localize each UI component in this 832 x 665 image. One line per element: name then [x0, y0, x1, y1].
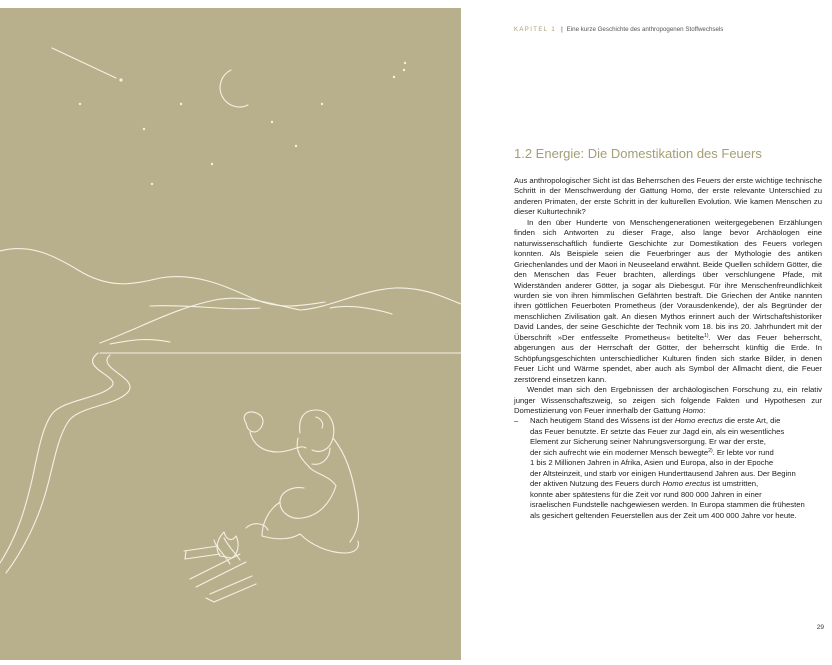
bullet-line: der aktiven Nutzung des Feuers durch Homo erectus ist umstritten, [530, 479, 759, 489]
paragraph-3-text: Wendet man sich den Ergebnissen der archäologischen Forschung zu, ein relativ junger Wissenschaftszweig, so zeigen sich folgende Fakten und Hypothesen zur Domestizierung von Feuer innerhalb der Gattung [514, 385, 822, 415]
bullet-line: als gesichert geltenden Feuerstellen aus der Zeit um 400 000 Jahre vor heute. [530, 510, 797, 520]
crouching-man-icon [244, 410, 358, 553]
paragraph-2-continuation: . Wer das Feuer beherrscht, abgerungen aus der Herrschaft der Götter, der beherrscht künftig die Erde. In Schöpfungsgeschichten unterschiedlicher Kulturen finden sich starke Bilder, in denen Feuer Licht und Wärme spendet, aber auch als Symbol der Allmacht dient, die Feuer zerstörend einsetzen kann. [514, 332, 822, 384]
paragraph-2 [514, 218, 822, 385]
shooting-star-icon [52, 48, 123, 82]
illustration-page [0, 8, 461, 660]
paragraph-1: Aus anthropologischer Sicht ist das Beherrschen des Feuers der erste wichtige technische Schritt in der Menschwerdung der Gattung Homo, der erste relevante Unterschied zu anderen Primaten, der erste Schritt in der kulturellen Evolution. Wie kamen Menschen zu dieser Kulturtechnik? [514, 176, 822, 217]
campfire-icon [184, 532, 256, 602]
footnote-ref-1: 1) [704, 332, 709, 339]
paragraph-2-text: In den über Hunderte von Menschengenerationen weitergegebenen Erzählungen finden sich Antworten zu dieser Frage, also lange bevor Archäologen eine naturwissenschaftlich fundierte Geschichte zur Domestikation des Feuers vorlegen konnten. Als Beispiele seien die Feuerbringer aus der Mythologie des antiken Griechenlandes und der Maori in Neuseeland erwähnt. Beide Quellen schildern Götter, die den Menschen das Feuer brachten, allerdings über verschlungene Pfade, mit Widerständen anderer Götter, ja sogar als Diebesgut. Für ihre Menschenfreundlichkeit wurden sie von ihren himmlischen Gefährten bestraft. Die Griechen der Antike nannten ihren göttlichen Feuerboten Prometheus (der Vorausdenkende), der als Begründer der menschlichen Zivilisation galt. An diesen Mythos erinnert auch der Wirtschaftshistoriker David Landes, der seine Geschichte der Technik vom 18. bis ins 20. Jahrhundert mit der Überschrift »Der entfesselte Prometheus« betitelte [514, 217, 822, 342]
footnote-ref-2: 2) [708, 447, 713, 454]
page-number: 29 [816, 624, 824, 631]
prehistoric-fire-illustration [0, 8, 461, 660]
paragraph-3-italic: Homo [682, 405, 704, 415]
winding-river-icon [0, 353, 130, 573]
crescent-moon-icon [220, 70, 248, 107]
chapter-title: Eine kurze Geschichte des anthropogenen Stoffwechsels [566, 26, 724, 33]
bullet-line: der Altsteinzeit, und starb vor einigen Hunderttausend Jahren aus. Der Beginn [530, 468, 796, 478]
bullet-line: das Feuer benutzte. Er setzte das Feuer zur Jagd ein, als ein wesentliches [530, 426, 785, 436]
bullet-item [514, 416, 822, 521]
body-text [514, 176, 822, 521]
running-header [514, 26, 824, 33]
section-heading: 1.2 Energie: Die Domestikation des Feuers [514, 146, 762, 161]
stars-icon [79, 62, 406, 185]
bullet-line: Element zur Sicherung seiner Nahrungsversorgung. Er war der erste, [530, 437, 766, 447]
header-separator: | [561, 26, 563, 33]
bullet-line: 1 bis 2 Millionen Jahren in Afrika, Asien und Europa, also in der Epoche [530, 458, 774, 468]
mountains-icon [0, 249, 461, 344]
bullet-line: der sich aufrecht wie ein moderner Mensch bewegte$^{2)}$. Er lebte vor rund [530, 447, 774, 457]
text-page [472, 0, 832, 665]
paragraph-3-end: : [703, 405, 706, 415]
bullet-line: Nach heutigem Stand des Wissens ist der Homo erectus die erste Art, die [530, 416, 781, 426]
bullet-line: konnte aber spätestens für die Zeit vor rund 800 000 Jahren in einer [530, 489, 762, 499]
bullet-dash: – [514, 416, 519, 426]
chapter-label: KAPITEL 1 [514, 27, 557, 33]
paragraph-3 [514, 385, 822, 416]
bullet-line: israelischen Fundstelle nachgewiesen werden. In Europa stammen die frühesten [530, 500, 805, 510]
